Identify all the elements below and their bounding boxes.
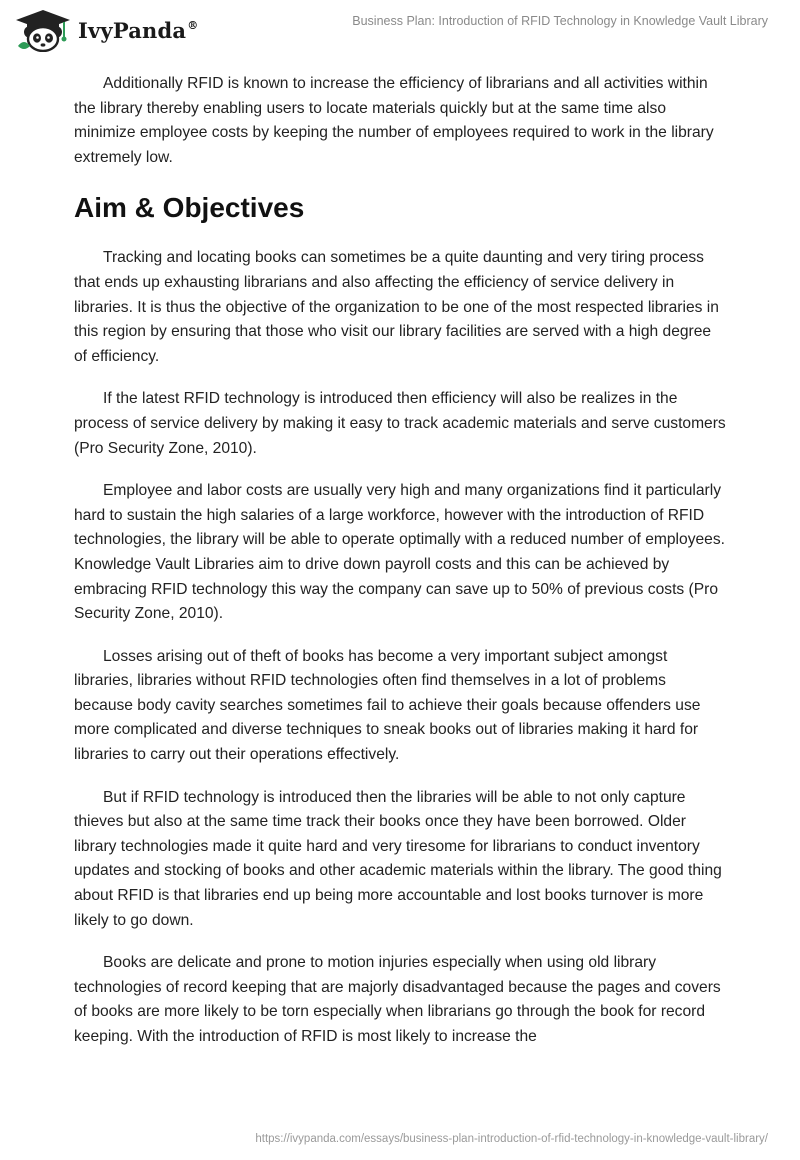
paragraph: Employee and labor costs are usually very high and many organizations find it particularly hard to sustain the high salaries of a large workforce, however with the introduction of RFID technologies, the library will be able to operate optimally with a reduced number of employees. Knowledge Vault Libraries aim to drive down payroll costs and this can be achieved by embracing RFID technology this way the company can save up to 50% of previous costs (Pro Security Zone, 2010).	[74, 482, 725, 623]
panda-graduate-icon	[14, 8, 72, 52]
ivypanda-logo[interactable]	[14, 8, 198, 52]
brand-name: IvyPanda®	[78, 17, 199, 43]
intro-paragraph: Additionally RFID is known to increase the efficiency of librarians and all activities within the library thereby enabling users to locate materials quickly but at the same time also minimize employee costs by keeping the number of employees required to work in the library extremely low.	[74, 75, 714, 166]
paragraph: Books are delicate and prone to motion injuries especially when using old library technologies of record keeping that are majorly disadvantaged because the pages and covers of books are more likely to be torn especially when librarians go through the book for record keeping. With the introduction of RFID is most likely to increase the	[74, 954, 721, 1045]
essay-body	[74, 72, 726, 1068]
section-heading: Aim & Objectives	[74, 192, 305, 224]
document-title: Business Plan: Introduction of RFID Technology in Knowledge Vault Library	[352, 14, 768, 28]
paragraph: Losses arising out of theft of books has become a very important subject amongst libraries, libraries without RFID technologies often find themselves in a lot of problems because body cavity searches sometimes fail to achieve their goals because offenders use more complicated and diverse techniques to sneak books out of libraries making it hard for libraries to carry out their operations effectively.	[74, 647, 701, 764]
page-header	[0, 0, 800, 70]
paragraph: But if RFID technology is introduced then the libraries will be able to not only capture thieves but also at the same time track their books once they have been borrowed. Older library technologies made it quite hard and very tiresome for librarians to conduct inventory updates and stocking of books and other academic materials within the library. The good thing about RFID is that libraries end up being more accountable and lost books turnover is more likely to go down.	[74, 788, 722, 929]
paragraph: If the latest RFID technology is introduced then efficiency will also be realizes in the process of service delivery by making it easy to track academic materials and serve customers (Pro Security Zone, 2010).	[74, 390, 726, 457]
paragraph: Tracking and locating books can sometimes be a quite daunting and very tiring process that ends up exhausting librarians and also affecting the efficiency of service delivery in libraries. It is thus the objective of the organization to be one of the most respected libraries in this region by ensuring that those who visit our library facilities are served with a high degree of efficiency.	[74, 249, 719, 365]
source-url[interactable]: https://ivypanda.com/essays/business-plan-introduction-of-rfid-technology-in-knowledge-vault-library/	[255, 1133, 768, 1145]
